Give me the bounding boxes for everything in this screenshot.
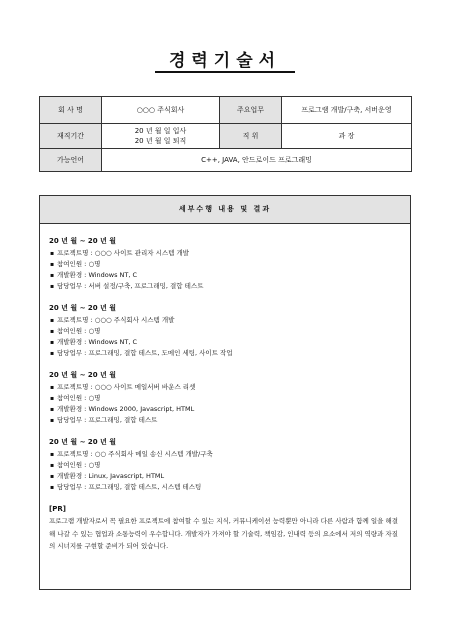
project-env: ▪ 개발환경 : Linux, Javascript, HTML [49, 471, 410, 482]
period-leave: 20 년 월 일 퇴직 [134, 137, 187, 145]
period-value [102, 124, 220, 149]
project-role: ▪ 담당업무 : 프로그래밍, 결합 테스트, 도메인 세팅, 사이트 작업 [49, 348, 410, 359]
project-people: ▪ 참여인원 : ○명 [49, 259, 410, 270]
project-entry [49, 236, 410, 292]
project-entry [49, 437, 410, 493]
project-people: ▪ 참여인원 : ○명 [49, 393, 410, 404]
duty-value: 프로그램 개발/구축, 서버운영 [282, 97, 412, 124]
pr-title: [PR] [49, 505, 66, 513]
project-role: ▪ 담당업무 : 프로그래밍, 결합 테스트 [49, 415, 410, 426]
project-name: ▪ 프로젝트명 : ○○ 주식회사 메일 송신 시스템 개발/구축 [49, 449, 410, 460]
document-title: 경력기술서 [168, 51, 282, 71]
project-people: ▪ 참여인원 : ○명 [49, 326, 410, 337]
project-env: ▪ 개발환경 : Windows NT, C [49, 337, 410, 348]
info-row-skills [40, 149, 412, 172]
pr-text: 프로그램 개발자로서 꼭 필요한 프로젝트에 참여할 수 있는 지식, 커뮤니케이션 능력뿐만 아니라 다른 사람과 함께 일을 해결해 나갈 수 있는 협업과 소통능력이 우수합니다. 개발자가 가져야 할 기술력, 책임감, 인내력 등의 요소에서 저의 역량과 자질의 시너지를 구현할 준비가 되어 있습니다. [49, 517, 399, 550]
project-name: ▪ 프로젝트명 : ○○○ 사이트 메일서버 바운스 리셋 [49, 382, 410, 393]
details-header: 세부수행 내용 및 결과 [40, 196, 410, 224]
details-body [40, 224, 410, 553]
project-period: 20 년 월 ~ 20 년 월 [49, 304, 117, 312]
project-period: 20 년 월 ~ 20 년 월 [49, 371, 117, 379]
info-row-company [40, 97, 412, 124]
info-row-period [40, 124, 412, 149]
info-table [39, 96, 412, 172]
project-name: ▪ 프로젝트명 : ○○○ 주식회사 시스템 개발 [49, 315, 410, 326]
project-role: ▪ 담당업무 : 서버 설정/구축, 프로그래밍, 결합 테스트 [49, 281, 410, 292]
skills-value: C++, JAVA, 안드로이드 프로그래밍 [102, 149, 412, 172]
project-period: 20 년 월 ~ 20 년 월 [49, 237, 117, 245]
project-env: ▪ 개발환경 : Windows 2000, Javascript, HTML [49, 404, 410, 415]
title-underline [155, 71, 295, 73]
company-label: 회 사 명 [40, 97, 102, 124]
duty-label: 주요업무 [220, 97, 282, 124]
period-join: 20 년 월 일 입사 [134, 127, 187, 135]
details-section [39, 195, 411, 590]
project-entry [49, 303, 410, 359]
project-role: ▪ 담당업무 : 프로그래밍, 결합 테스트, 시스템 테스팅 [49, 482, 410, 493]
skills-label: 가능언어 [40, 149, 102, 172]
position-value: 과 장 [282, 124, 412, 149]
project-people: ▪ 참여인원 : ○명 [49, 460, 410, 471]
project-name: ▪ 프로젝트명 : ○○○ 사이트 관리자 시스템 개발 [49, 248, 410, 259]
project-entry [49, 370, 410, 426]
project-env: ▪ 개발환경 : Windows NT, C [49, 270, 410, 281]
project-period: 20 년 월 ~ 20 년 월 [49, 438, 117, 446]
position-label: 직 위 [220, 124, 282, 149]
company-value: ○○○ 주식회사 [102, 97, 220, 124]
period-label: 재직기간 [40, 124, 102, 149]
